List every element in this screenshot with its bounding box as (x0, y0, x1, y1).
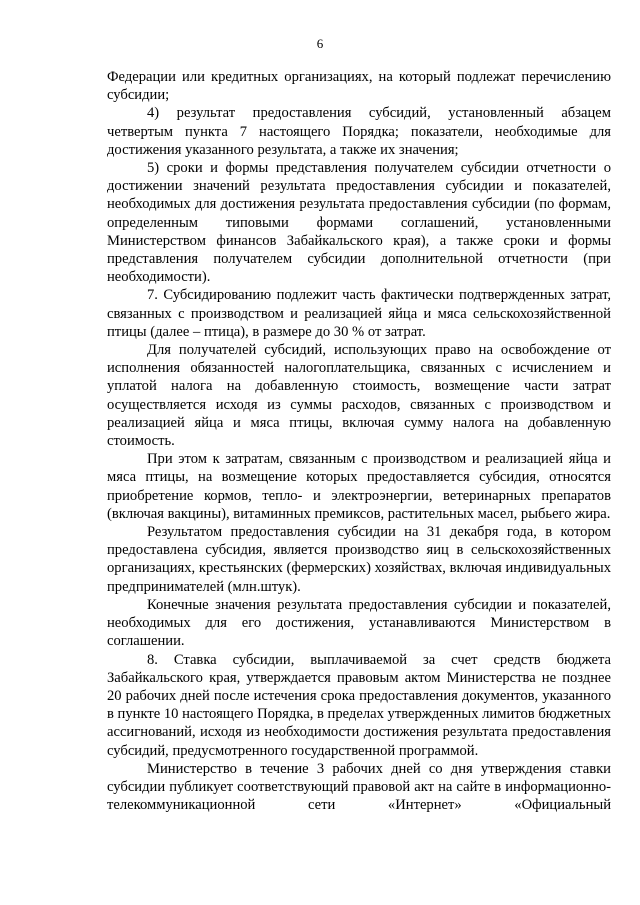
paragraph-final-values: Конечные значения результата предоставления субсидии и показателей, необходимых для его достижения, устанавливаются Министерством в соглашении. (107, 596, 611, 650)
paragraph-eligible-costs: При этом к затратам, связанным с производством и реализацией яйца и мяса птицы, на возмещение которых предоставляется субсидия, относятся приобретение кормов, тепло- и электроэнергии, ветеринарных препаратов (включая вакцины), витаминных премиксов, растительных масел, рыбьего жира. (107, 451, 611, 522)
paragraph-section-7: 7. Субсидированию подлежит часть фактически подтвержденных затрат, связанных с производством и реализацией яйца и мяса сельскохозяйственной птицы (далее – птица), в размере до 30 % от затрат. (107, 287, 611, 340)
paragraph-publication: Министерство в течение 3 рабочих дней со дня утверждения ставки субсидии публикует соответствующий правовой акт на сайте в информационно-телекоммуникационной сети «Интернет» «Официальный (107, 760, 611, 814)
paragraph-vat-exemption: Для получателей субсидий, использующих право на освобождение от исполнения обязанностей налогоплательщика, связанных с исчислением и уплатой налога на добавленную стоимость, возмещение части затрат осуществляется исходя из суммы расходов, связанных с производством и реализацией яйца и мяса птицы, включая сумму налога на добавленную стоимость. (107, 342, 611, 450)
paragraph-subsidy-result: Результатом предоставления субсидии на 31 декабря года, в котором предоставлена субсидия, является производство яиц в сельскохозяйственных организациях, крестьянских (фермерских) хозяйствах, включая индивидуальных предпринимателей (млн.штук). (107, 524, 611, 595)
paragraph-item-5: 5) сроки и формы представления получателем субсидии отчетности о достижении значений результата предоставления субсидии и показателей, необходимых для достижения результата предоставления субсидии (по формам, определенным типовыми формами соглашений, установленными Министерством финансов Забайкальского края), а также сроки и формы представления получателем субсидии дополнительной отчетности (при необходимости). (107, 160, 611, 286)
paragraph-continuation: Федерации или кредитных организациях, на который подлежат перечислению субсидии; (107, 69, 611, 104)
paragraph-section-8: 8. Ставка субсидии, выплачиваемой за счет средств бюджета Забайкальского края, утверждается правовым актом Министерства не позднее 20 рабочих дней после истечения срока предоставления документов, указанного в пункте 10 настоящего Порядка, в пределах утвержденных лимитов бюджетных ассигнований, исходя из необходимости достижения результата предоставления субсидий, предусмотренного государственной программой. (107, 651, 611, 759)
document-body (107, 68, 611, 814)
paragraph-item-4: 4) результат предоставления субсидий, установленный абзацем четвертым пункта 7 настоящего Порядка; показатели, необходимые для достижения указанного результата, а также их значения; (107, 105, 611, 158)
page-number: 6 (316, 36, 324, 51)
